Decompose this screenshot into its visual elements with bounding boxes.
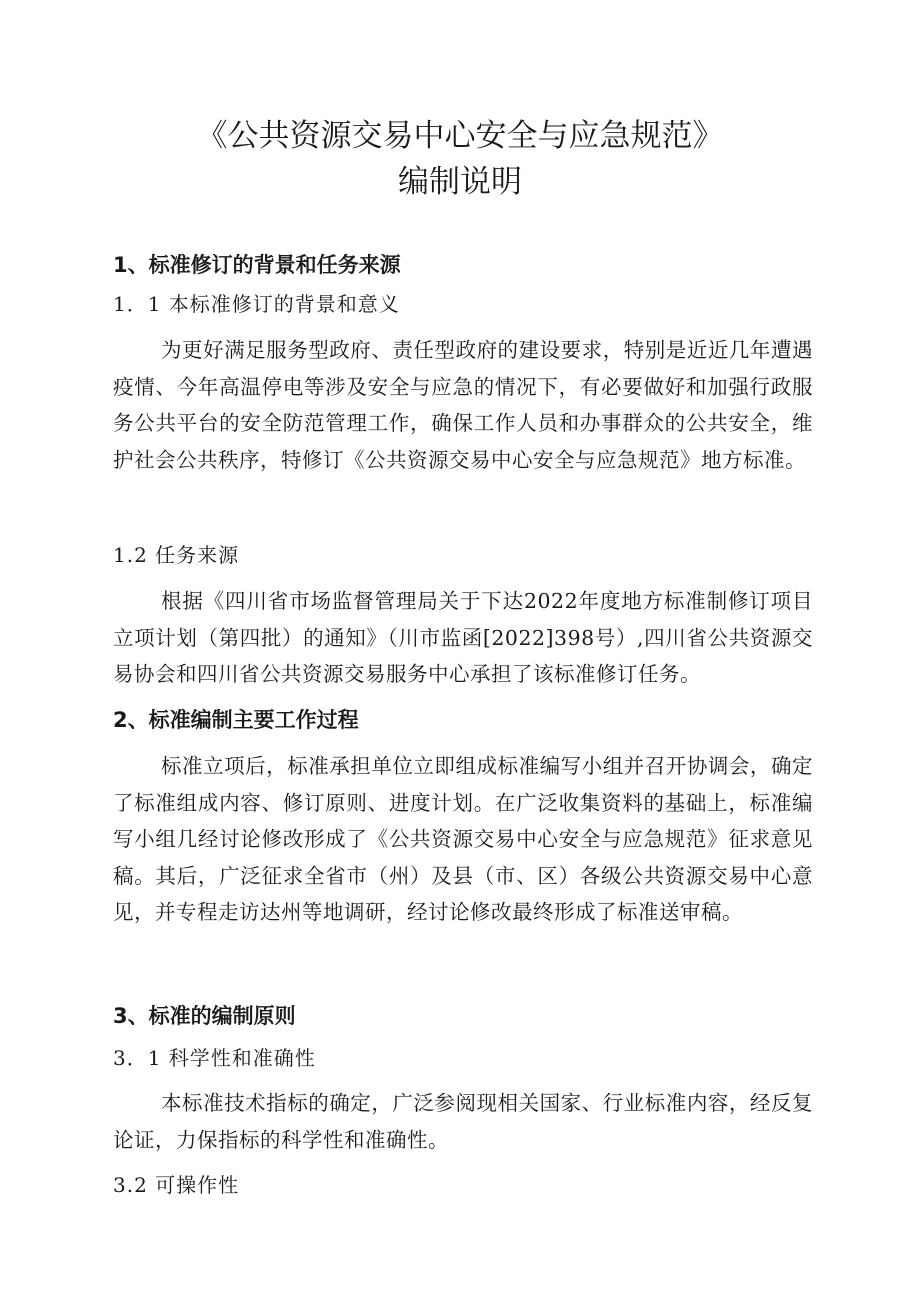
section-2-heading-block bbox=[113, 705, 813, 735]
subsection-heading: 1.2 任务来源 bbox=[113, 543, 240, 567]
paragraph: 为更好满足服务型政府、责任型政府的建设要求，特别是近近几年遭遇疫情、今年高温停电等涉及安全与应急的情况下，有必要做好和加强行政服务公共平台的安全防范管理工作，确保工作人员和办事群众的公共安全，维护社会公共秩序，特修订《公共资源交易中心安全与应急规范》地方标准。 bbox=[113, 338, 813, 472]
paragraph: 本标准技术指标的确定，广泛参阅现相关国家、行业标准内容，经反复论证，力保指标的科学性和准确性。 bbox=[113, 1091, 813, 1152]
subsection-1-1-paragraph-block bbox=[113, 332, 813, 478]
section-heading: 3、标准的编制原则 bbox=[113, 1004, 296, 1028]
subsection-1-2-paragraph-block bbox=[113, 583, 813, 693]
subsection-3-1-heading-block bbox=[113, 1043, 813, 1073]
paragraph: 标准立项后，标准承担单位立即组成标准编写小组并召开协调会，确定了标准组成内容、修订原则、进度计划。在广泛收集资料的基础上，标准编写小组几经讨论修改形成了《公共资源交易中心安全与应急规范》征求意见稿。其后，广泛征求全省市（州）及县（市、区）各级公共资源交易中心意见，并专程走访达州等地调研，经讨论修改最终形成了标准送审稿。 bbox=[113, 754, 813, 924]
section-heading: 2、标准编制主要工作过程 bbox=[113, 708, 359, 732]
subsection-1-2-heading-block bbox=[113, 540, 813, 570]
subsection-3-2-heading-block bbox=[113, 1170, 813, 1200]
subsection-heading: 3．1 科学性和准确性 bbox=[113, 1046, 316, 1070]
subsection-heading: 1．1 本标准修订的背景和意义 bbox=[113, 292, 400, 316]
subsection-heading: 3.2 可操作性 bbox=[113, 1173, 240, 1197]
paragraph: 根据《四川省市场监督管理局关于下达2022年度地方标准制修订项目立项计划（第四批）的通知》（川市监函[2022]398号）,四川省公共资源交易协会和四川省公共资源交易服务中心承担了该标准修订任务。 bbox=[113, 589, 813, 686]
subsection-3-1-paragraph-block bbox=[113, 1085, 813, 1158]
document-subtitle: 编制说明 bbox=[398, 164, 522, 200]
section-2-paragraph-block bbox=[113, 748, 813, 931]
document-title: 《公共资源交易中心安全与应急规范》 bbox=[196, 118, 724, 154]
subsection-1-1-heading-block bbox=[113, 289, 813, 319]
section-1-heading-block bbox=[113, 250, 813, 280]
section-3-heading-block bbox=[113, 1001, 813, 1031]
section-heading: 1、标准修订的背景和任务来源 bbox=[113, 253, 401, 277]
